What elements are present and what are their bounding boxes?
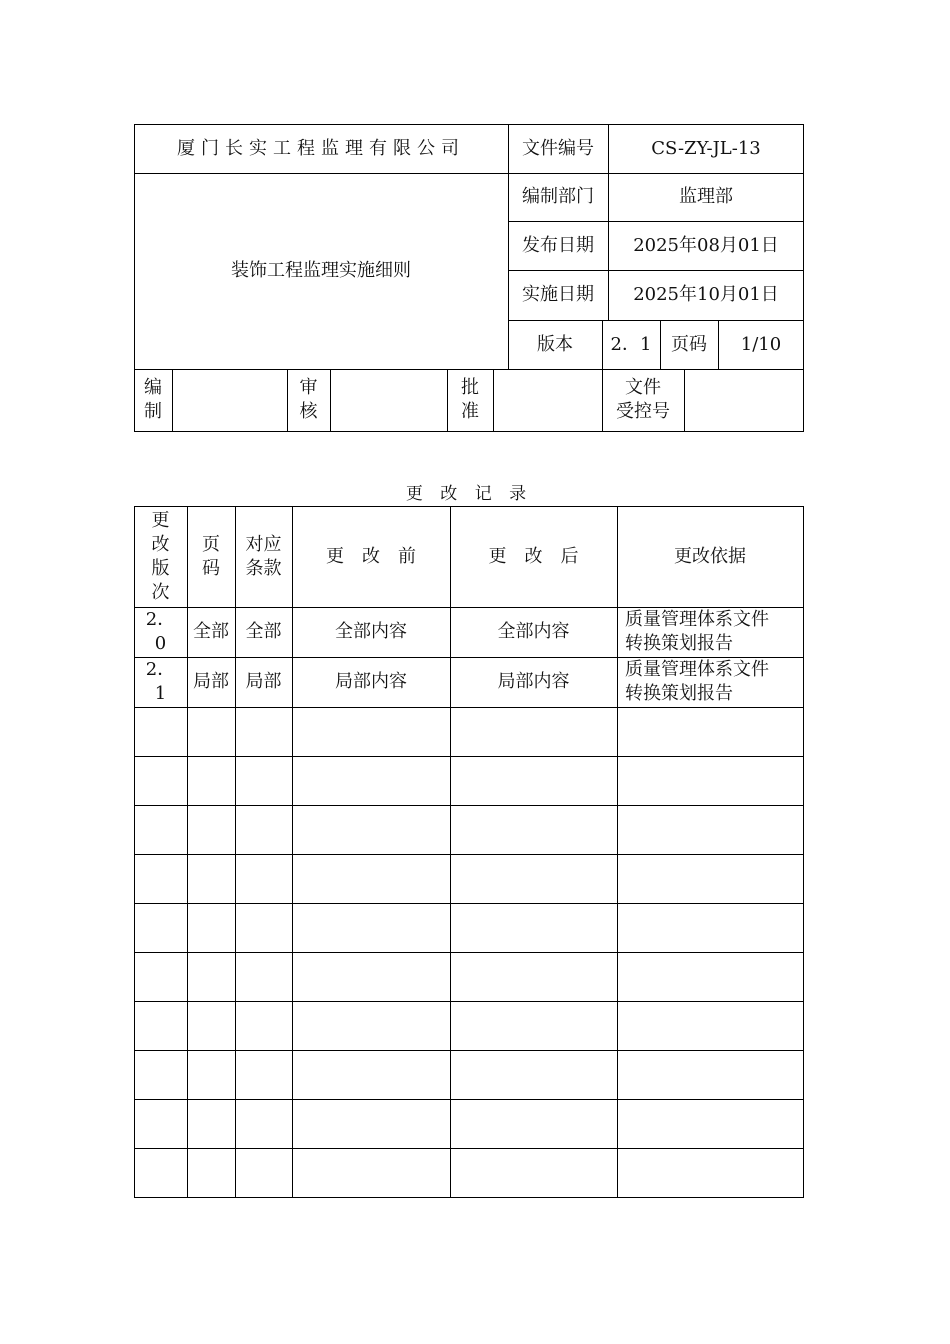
dept-label: 编制部门 xyxy=(522,186,594,207)
table-cell: 局部内容 xyxy=(497,671,570,692)
empty-table-cell xyxy=(235,805,292,854)
empty-table-cell xyxy=(187,1099,235,1148)
table-cell: 2． 0 xyxy=(145,609,176,654)
empty-table-cell xyxy=(134,1099,187,1148)
empty-table-cell xyxy=(292,952,450,1001)
empty-table-cell xyxy=(617,1099,803,1148)
change-record-title: 更 改 记 录 xyxy=(405,484,533,504)
compile-label: 编 制 xyxy=(144,377,162,422)
empty-table-cell xyxy=(292,1050,450,1099)
document-title: 装饰工程监理实施细则 xyxy=(231,260,411,281)
empty-table-cell xyxy=(450,854,617,903)
header-clause: 对应 条款 xyxy=(245,533,282,579)
compile-signature xyxy=(172,369,287,431)
empty-table-cell xyxy=(450,707,617,756)
company-name: 厦门长实工程监理有限公司 xyxy=(177,137,465,159)
version-value: 2．1 xyxy=(610,333,652,355)
control-number-value xyxy=(684,369,804,431)
review-label: 审 核 xyxy=(299,377,318,422)
table-cell: 全部 xyxy=(245,621,282,642)
doc-number-value: CS-ZY-JL-13 xyxy=(651,137,761,159)
version-label: 版本 xyxy=(537,333,573,355)
effective-date-value: 2025年10月01日 xyxy=(633,284,779,305)
table-cell: 全部内容 xyxy=(497,621,570,642)
empty-table-cell xyxy=(134,1050,187,1099)
empty-table-cell xyxy=(292,1001,450,1050)
empty-table-cell xyxy=(450,1099,617,1148)
empty-table-cell xyxy=(187,1148,235,1197)
empty-table-cell xyxy=(617,952,803,1001)
empty-table-cell xyxy=(235,707,292,756)
empty-table-cell xyxy=(450,903,617,952)
empty-table-cell xyxy=(235,1001,292,1050)
publish-date-label: 发布日期 xyxy=(522,234,594,256)
empty-table-cell xyxy=(235,952,292,1001)
empty-table-cell xyxy=(235,903,292,952)
empty-table-cell xyxy=(134,756,187,805)
empty-table-cell xyxy=(617,756,803,805)
table-cell: 局部 xyxy=(245,671,282,692)
table-cell: 2． 1 xyxy=(145,659,176,704)
empty-table-cell xyxy=(187,707,235,756)
empty-table-cell xyxy=(187,903,235,952)
control-number-label: 文件 受控号 xyxy=(616,377,670,422)
table-cell: 局部内容 xyxy=(335,671,407,692)
empty-table-cell xyxy=(450,1148,617,1197)
empty-table-cell xyxy=(292,707,450,756)
empty-table-cell xyxy=(450,756,617,805)
empty-table-cell xyxy=(617,707,803,756)
publish-date-value: 2025年08月01日 xyxy=(633,234,779,256)
empty-table-cell xyxy=(617,903,803,952)
empty-table-cell xyxy=(134,805,187,854)
empty-table-cell xyxy=(617,854,803,903)
empty-table-cell xyxy=(187,854,235,903)
table-cell: 全部 xyxy=(193,621,229,642)
empty-table-cell xyxy=(187,805,235,854)
table-cell: 局部 xyxy=(193,671,229,692)
empty-table-cell xyxy=(187,756,235,805)
empty-table-cell xyxy=(292,854,450,903)
empty-table-cell xyxy=(134,903,187,952)
empty-table-cell xyxy=(450,805,617,854)
header-change-version: 更 改 版 次 xyxy=(151,509,170,603)
table-cell: 全部内容 xyxy=(335,621,407,642)
empty-table-cell xyxy=(134,952,187,1001)
empty-table-cell xyxy=(450,1050,617,1099)
empty-table-cell xyxy=(292,756,450,805)
empty-table-cell xyxy=(617,1001,803,1050)
empty-table-cell xyxy=(292,1099,450,1148)
empty-table-cell xyxy=(450,1001,617,1050)
header-basis: 更改依据 xyxy=(674,545,746,567)
page-label: 页码 xyxy=(671,333,707,355)
empty-table-cell xyxy=(617,1148,803,1197)
header-page: 页 码 xyxy=(202,533,220,579)
table-column-line xyxy=(803,506,804,1198)
empty-table-cell xyxy=(134,1001,187,1050)
empty-table-cell xyxy=(187,1001,235,1050)
empty-table-cell xyxy=(134,707,187,756)
empty-table-cell xyxy=(235,1050,292,1099)
table-cell: 质量管理体系文件 转换策划报告 xyxy=(625,659,769,704)
header-after: 更 改 后 xyxy=(488,545,579,567)
empty-table-cell xyxy=(235,1099,292,1148)
empty-table-cell xyxy=(235,854,292,903)
approve-label: 批 准 xyxy=(461,377,479,422)
empty-table-cell xyxy=(187,1050,235,1099)
empty-table-cell xyxy=(235,1148,292,1197)
approve-signature xyxy=(493,369,602,431)
empty-table-cell xyxy=(292,903,450,952)
header-before: 更 改 前 xyxy=(326,545,416,567)
empty-table-cell xyxy=(235,756,292,805)
dept-value: 监理部 xyxy=(679,186,733,207)
empty-table-cell xyxy=(187,952,235,1001)
empty-table-cell xyxy=(134,854,187,903)
review-signature xyxy=(330,369,447,431)
empty-table-cell xyxy=(617,805,803,854)
empty-table-cell xyxy=(450,952,617,1001)
table-cell: 质量管理体系文件 转换策划报告 xyxy=(625,609,769,654)
empty-table-cell xyxy=(292,1148,450,1197)
empty-table-cell xyxy=(134,1148,187,1197)
page-value: 1/10 xyxy=(740,333,782,355)
doc-number-label: 文件编号 xyxy=(522,137,594,159)
effective-date-label: 实施日期 xyxy=(522,284,594,305)
empty-table-cell xyxy=(617,1050,803,1099)
empty-table-cell xyxy=(292,805,450,854)
